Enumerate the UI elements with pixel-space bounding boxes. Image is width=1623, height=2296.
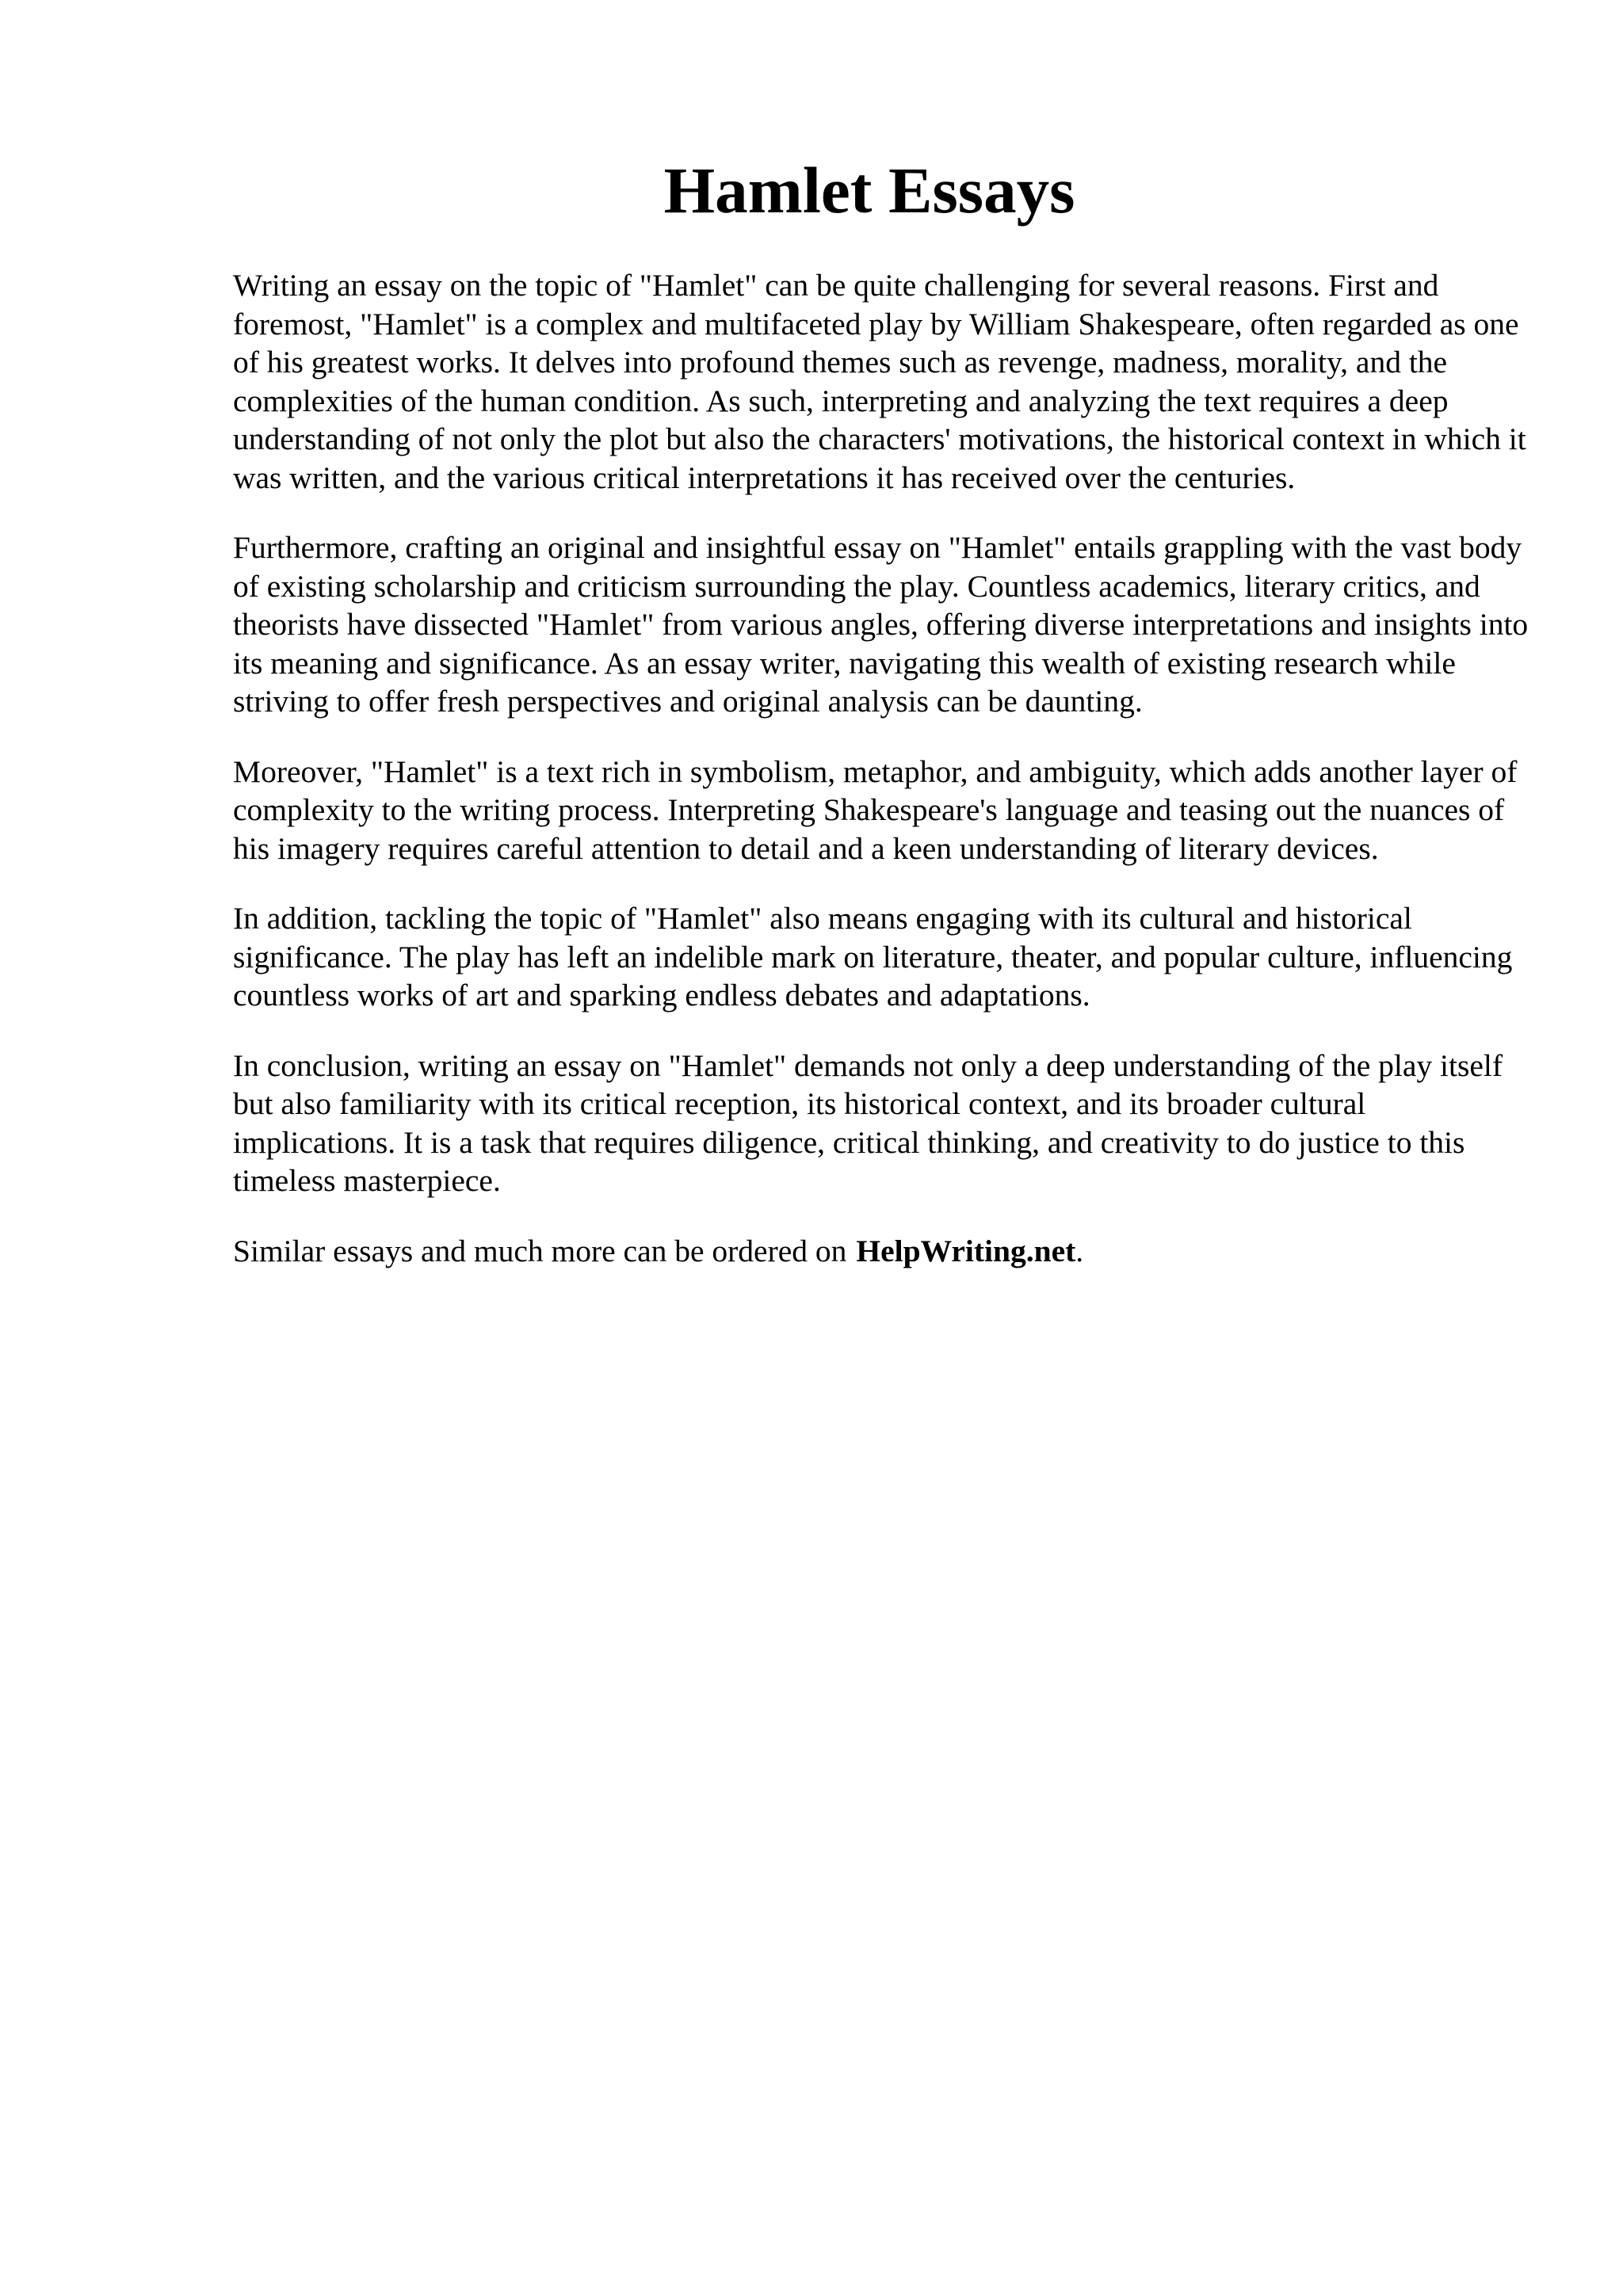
paragraph-3: Moreover, "Hamlet" is a text rich in symbolism, metaphor, and ambiguity, which adds another layer of complexity to the writing process. Interpreting Shakespeare's language and teasing out the nuances of his imagery requires careful attention to detail and a keen understanding of literary devices. [233, 753, 1518, 866]
document-body [233, 266, 1533, 1270]
closing-punctuation: . [1075, 1233, 1084, 1268]
paragraph-1: Writing an essay on the topic of "Hamlet" can be quite challenging for several reasons. First and foremost, "Hamlet" is a complex and multifaceted play by William Shakespeare, often regarded as one of his greatest works. It delves into profound themes such as revenge, madness, morality, and the complexities of the human condition. As such, interpreting and analyzing the text requires a deep understanding of not only the plot but also the characters' motivations, the historical context in which it was written, and the various critical interpretations it has received over the centuries. [233, 268, 1526, 495]
helpwriting-link[interactable]: HelpWriting.net [856, 1233, 1076, 1268]
closing-line [233, 1232, 1533, 1271]
paragraph-2: Furthermore, crafting an original and insightful essay on "Hamlet" entails grappling with the vast body of existing scholarship and criticism surrounding the play. Countless academics, literary critics, and theorists have dissected "Hamlet" from various angles, offering diverse interpretations and insights into its meaning and significance. As an essay writer, navigating this wealth of existing research while striving to offer fresh perspectives and original analysis can be daunting. [233, 530, 1529, 719]
document-title: Hamlet Essays [663, 154, 1075, 227]
paragraph-5: In conclusion, writing an essay on "Hamlet" demands not only a deep understanding of the play itself but also familiarity with its critical reception, its historical context, and its broader cultural implications. It is a task that requires diligence, critical thinking, and creativity to do justice to this timeless masterpiece. [233, 1047, 1503, 1198]
closing-text: Similar essays and much more can be ordered on [233, 1233, 847, 1268]
paragraph-4: In addition, tackling the topic of "Hamlet" also means engaging with its cultural and historical significance. The play has left an indelible mark on literature, theater, and popular culture, influencing countless works of art and sparking endless debates and adaptations. [233, 901, 1513, 1013]
